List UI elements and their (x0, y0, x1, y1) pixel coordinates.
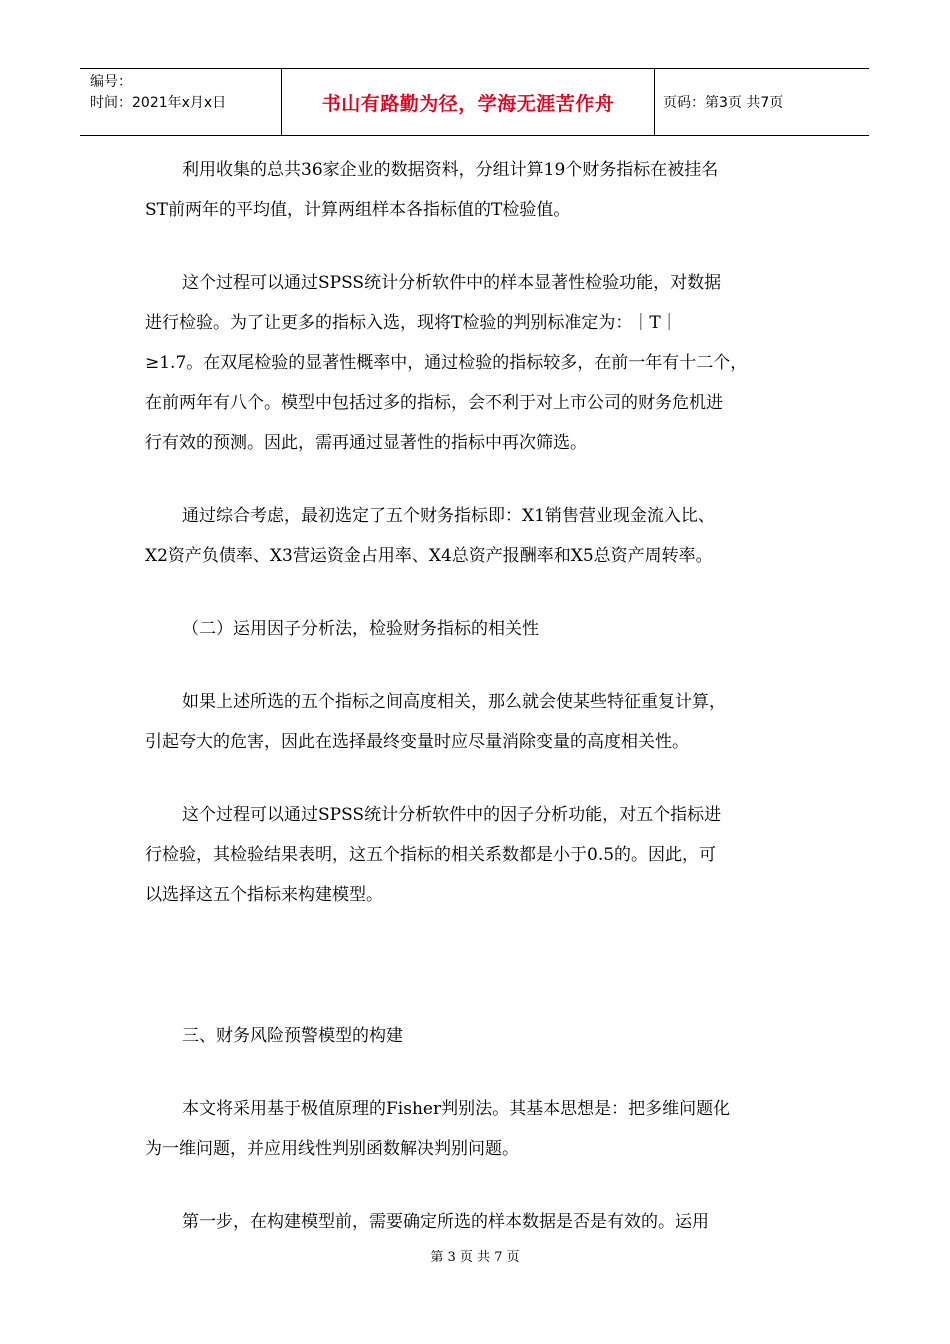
paragraph-2 (145, 263, 810, 463)
paragraph-line: 以选择这五个指标来构建模型。 (145, 885, 383, 905)
paragraph-line: 引起夸大的危害，因此在选择最终变量时应尽量消除变量的高度相关性。 (145, 732, 689, 752)
paragraph-line: 在前两年有八个。模型中包括过多的指标，会不利于对上市公司的财务危机进 (145, 393, 723, 413)
paragraph-5 (145, 795, 810, 915)
header-motto: 书山有路勤为径，学海无涯苦作舟 (282, 69, 655, 135)
paragraph-6 (145, 1089, 810, 1169)
section-spacer (145, 948, 810, 1016)
header-page-info: 页码：第3页 共7页 (663, 95, 784, 111)
document-time-label: 时间：2021年x月x日 (90, 95, 227, 111)
paragraph-4 (145, 682, 810, 762)
section-heading-text: （二）运用因子分析法，检验财务指标的相关性 (182, 619, 539, 639)
paragraph-line: 为一维问题，并应用线性判别函数解决判别问题。 (145, 1139, 519, 1159)
document-body (145, 150, 810, 1275)
paragraph-line: 进行检验。为了让更多的指标入选，现将T检验的判别标准定为：｜T｜ (145, 313, 678, 333)
paragraph-line: 这个过程可以通过SPSS统计分析软件中的因子分析功能，对五个指标进 (182, 805, 722, 825)
paragraph-line: 行检验，其检验结果表明，这五个指标的相关系数都是小于0.5的。因此，可 (145, 845, 717, 865)
paragraph-7 (145, 1202, 810, 1242)
paragraph-line: X2资产负债率、X3营运资金占用率、X4总资产报酬率和X5总资产周转率。 (145, 546, 713, 566)
paragraph-1 (145, 150, 810, 230)
page-footer: 第 3 页 共 7 页 (430, 1250, 520, 1265)
paragraph-line: 通过综合考虑，最初选定了五个财务指标即：X1销售营业现金流入比、 (182, 506, 715, 526)
paragraph-line: 行有效的预测。因此，需再通过显著性的指标中再次筛选。 (145, 433, 587, 453)
document-number-label: 编号： (90, 74, 132, 90)
page-header (80, 68, 869, 136)
paragraph-line: 第一步，在构建模型前，需要确定所选的样本数据是否是有效的。运用 (182, 1212, 709, 1232)
paragraph-line: 这个过程可以通过SPSS统计分析软件中的样本显著性检验功能，对数据 (182, 273, 722, 293)
paragraph-line: ≥1.7。在双尾检验的显著性概率中，通过检验的指标较多，在前一年有十二个， (145, 353, 748, 373)
header-meta (80, 69, 282, 135)
section-heading-2 (145, 609, 810, 649)
paragraph-line: 如果上述所选的五个指标之间高度相关，那么就会使某些特征重复计算， (182, 692, 726, 712)
paragraph-line: 利用收集的总共36家企业的数据资料，分组计算19个财务指标在被挂名 (182, 160, 719, 180)
section-heading-text: 三、财务风险预警模型的构建 (182, 1026, 403, 1046)
section-heading-3 (145, 1016, 810, 1056)
paragraph-3 (145, 496, 810, 576)
paragraph-line: ST前两年的平均值，计算两组样本各指标值的T检验值。 (145, 200, 571, 220)
paragraph-line: 本文将采用基于极值原理的Fisher判别法。其基本思想是：把多维问题化 (182, 1099, 731, 1119)
